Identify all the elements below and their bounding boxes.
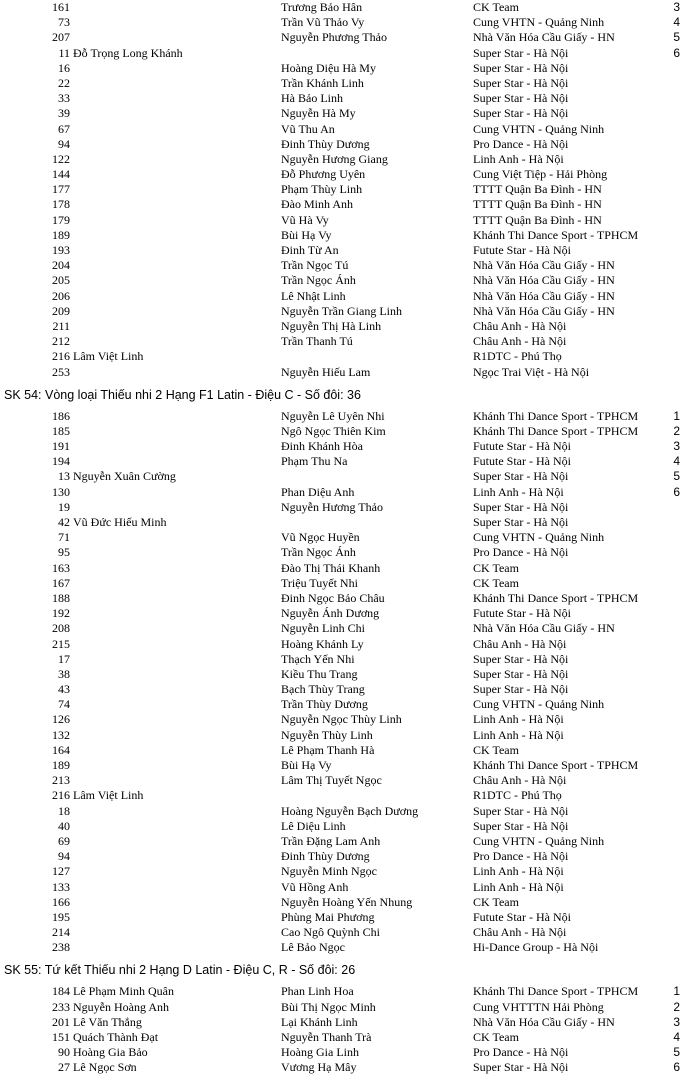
female-dancer-name: Trần Khánh Linh — [281, 75, 364, 90]
female-dancer-name: Phan Linh Hoa — [281, 984, 354, 999]
female-dancer-name: Kiều Thu Trang — [281, 666, 358, 681]
result-row — [0, 834, 700, 849]
result-row — [0, 637, 700, 652]
result-row — [0, 758, 700, 773]
competitor-number: 151 — [52, 1030, 70, 1044]
result-row — [0, 61, 700, 76]
competitor-number: 167 — [52, 575, 70, 590]
competitor-number: 94 — [58, 136, 70, 151]
result-row — [0, 319, 700, 334]
placement: 1 — [673, 408, 680, 423]
result-row — [0, 424, 700, 439]
club-name: Super Star - Hà Nội — [473, 666, 569, 681]
female-dancer-name: Nguyễn Lê Uyên Nhi — [281, 408, 385, 423]
female-dancer-name: Hoàng Khánh Ly — [281, 636, 364, 651]
competitor-number: 185 — [52, 423, 70, 438]
placement: 5 — [673, 30, 680, 45]
club-name: CK Team — [473, 560, 519, 575]
competitor-number: 40 — [58, 818, 70, 833]
competitor-number: 253 — [52, 364, 70, 379]
result-row — [0, 515, 700, 530]
club-name: Cung VHTN - Quảng Ninh — [473, 121, 605, 136]
female-dancer-name: Nguyễn Phương Thảo — [281, 30, 387, 45]
club-name: Khánh Thi Dance Sport - TPHCM — [473, 984, 639, 999]
result-row — [0, 30, 700, 45]
placement: 4 — [673, 454, 680, 469]
competitor-number: 13 — [58, 469, 70, 484]
placement: 3 — [673, 1014, 680, 1029]
result-row — [0, 545, 700, 560]
club-name: Super Star - Hà Nội — [473, 515, 569, 529]
competitor-number: 95 — [58, 545, 70, 560]
female-dancer-name: Bùi Hạ Vy — [281, 758, 332, 772]
female-dancer-name: Nguyễn Trần Giang Linh — [281, 303, 402, 318]
male-dancer-name: Vũ Đức Hiếu Minh — [73, 515, 167, 529]
placement: 5 — [673, 469, 680, 484]
club-name: Super Star - Hà Nội — [473, 651, 569, 666]
club-name: TTTT Quận Ba Đình - HN — [473, 197, 602, 212]
result-row — [0, 864, 700, 879]
competitor-number: 212 — [52, 334, 70, 349]
club-name: CK Team — [473, 894, 519, 909]
result-row — [0, 469, 700, 484]
competitor-number: 11 — [58, 45, 70, 60]
club-name: Khánh Thi Dance Sport - TPHCM — [473, 227, 639, 242]
competitor-number: 94 — [58, 849, 70, 864]
competitor-number: 132 — [52, 727, 70, 742]
result-row — [0, 304, 700, 319]
club-name: CK Team — [473, 575, 519, 590]
female-dancer-name: Vũ Hà Vy — [281, 212, 329, 227]
results-list-sk55 — [0, 984, 700, 1075]
competitor-number: 194 — [52, 454, 70, 469]
result-row — [0, 439, 700, 454]
result-row — [0, 576, 700, 591]
competitor-number: 238 — [52, 940, 70, 955]
result-row — [0, 485, 700, 500]
competitor-number: 19 — [58, 499, 70, 514]
club-name: TTTT Quận Ba Đình - HN — [473, 212, 602, 227]
female-dancer-name: Nguyễn Thùy Linh — [281, 727, 373, 742]
result-row — [0, 15, 700, 30]
female-dancer-name: Triệu Tuyết Nhi — [281, 575, 358, 590]
club-name: Super Star - Hà Nội — [473, 75, 569, 90]
male-dancer-name: Nguyễn Xuân Cường — [73, 469, 176, 484]
club-name: Pro Dance - Hà Nội — [473, 849, 569, 864]
result-row — [0, 984, 700, 999]
club-name: Futute Star - Hà Nội — [473, 606, 571, 621]
female-dancer-name: Trần Đặng Lam Anh — [281, 833, 381, 848]
female-dancer-name: Nguyễn Hương Thảo — [281, 499, 383, 514]
club-name: Châu Anh - Hà Nội — [473, 318, 567, 333]
competitor-number: 43 — [58, 682, 70, 697]
result-row — [0, 228, 700, 243]
competitor-number: 71 — [58, 530, 70, 545]
placement: 5 — [673, 1045, 680, 1060]
female-dancer-name: Nguyễn Hiếu Lam — [281, 364, 371, 379]
result-row — [0, 712, 700, 727]
placement: 4 — [673, 1030, 680, 1044]
female-dancer-name: Trần Thùy Dương — [281, 697, 368, 712]
result-row — [0, 182, 700, 197]
result-row — [0, 895, 700, 910]
female-dancer-name: Lê Diệu Linh — [281, 818, 346, 833]
result-row — [0, 743, 700, 758]
club-name: Châu Anh - Hà Nội — [473, 925, 567, 940]
club-name: Nhà Văn Hóa Cầu Giấy - HN — [473, 288, 615, 303]
female-dancer-name: Đinh Ngọc Bảo Châu — [281, 590, 385, 605]
club-name: TTTT Quận Ba Đình - HN — [473, 182, 602, 197]
male-dancer-name: Lê Văn Thắng — [73, 1014, 142, 1029]
male-dancer-name: Lâm Việt Linh — [73, 788, 144, 803]
club-name: Khánh Thi Dance Sport - TPHCM — [473, 423, 639, 438]
competitor-number: 215 — [52, 636, 70, 651]
result-row — [0, 152, 700, 167]
result-row — [0, 243, 700, 258]
club-name: Khánh Thi Dance Sport - TPHCM — [473, 758, 639, 772]
female-dancer-name: Nguyễn Hương Giang — [281, 151, 388, 166]
competitor-number: 74 — [58, 697, 70, 712]
female-dancer-name: Đinh Từ An — [281, 243, 339, 257]
female-dancer-name: Lại Khánh Linh — [281, 1014, 358, 1029]
result-row — [0, 591, 700, 606]
female-dancer-name: Bùi Thị Ngọc Minh — [281, 999, 376, 1014]
female-dancer-name: Phùng Mai Phương — [281, 909, 375, 924]
results-list-continued — [0, 0, 700, 380]
club-name: Nhà Văn Hóa Cầu Giấy - HN — [473, 273, 615, 288]
female-dancer-name: Hà Bảo Linh — [281, 91, 343, 106]
club-name: Futute Star - Hà Nội — [473, 439, 571, 454]
placement: 6 — [673, 484, 680, 499]
female-dancer-name: Đinh Thùy Dương — [281, 849, 370, 864]
result-row — [0, 365, 700, 380]
female-dancer-name: Đào Thị Thái Khanh — [281, 560, 381, 575]
competitor-number: 17 — [58, 651, 70, 666]
club-name: Nhà Văn Hóa Cầu Giấy - HN — [473, 30, 615, 45]
male-dancer-name: Hoàng Gia Bảo — [73, 1045, 148, 1060]
competitor-number: 216 — [52, 349, 70, 364]
club-name: R1DTC - Phú Thọ — [473, 788, 562, 803]
female-dancer-name: Trần Thanh Tú — [281, 334, 353, 349]
female-dancer-name: Hoàng Diệu Hà My — [281, 60, 376, 75]
competitor-number: 67 — [58, 121, 70, 136]
result-row — [0, 91, 700, 106]
result-row — [0, 197, 700, 212]
competitor-number: 192 — [52, 606, 70, 621]
result-row — [0, 46, 700, 61]
result-row — [0, 804, 700, 819]
club-name: Châu Anh - Hà Nội — [473, 334, 567, 349]
result-row — [0, 606, 700, 621]
competitor-number: 186 — [52, 408, 70, 423]
male-dancer-name: Lâm Việt Linh — [73, 349, 144, 364]
club-name: Khánh Thi Dance Sport - TPHCM — [473, 590, 639, 605]
competitor-number: 195 — [52, 909, 70, 924]
club-name: Nhà Văn Hóa Cầu Giấy - HN — [473, 1014, 615, 1029]
club-name: Cung VHTN - Quảng Ninh — [473, 15, 605, 30]
placement: 6 — [673, 45, 680, 60]
competitor-number: 161 — [52, 0, 70, 14]
female-dancer-name: Lê Nhật Linh — [281, 288, 346, 303]
result-row — [0, 940, 700, 955]
female-dancer-name: Cao Ngô Quỳnh Chi — [281, 925, 380, 940]
result-row — [0, 925, 700, 940]
female-dancer-name: Lâm Thị Tuyết Ngọc — [281, 773, 382, 788]
result-row — [0, 728, 700, 743]
club-name: Futute Star - Hà Nội — [473, 454, 571, 469]
club-name: CK Team — [473, 742, 519, 757]
female-dancer-name: Vũ Hồng Anh — [281, 879, 349, 894]
competitor-number: 209 — [52, 303, 70, 318]
female-dancer-name: Nguyễn Ánh Dương — [281, 606, 380, 621]
competitor-number: 18 — [58, 803, 70, 818]
placement: 6 — [673, 1060, 680, 1075]
competitor-number: 216 — [52, 788, 70, 803]
club-name: Châu Anh - Hà Nội — [473, 773, 567, 788]
competitor-number: 130 — [52, 484, 70, 499]
result-row — [0, 334, 700, 349]
competitor-number: 39 — [58, 106, 70, 121]
club-name: Linh Anh - Hà Nội — [473, 712, 564, 727]
female-dancer-name: Phạm Thùy Linh — [281, 182, 363, 197]
male-dancer-name: Quách Thành Đạt — [73, 1030, 159, 1044]
club-name: Linh Anh - Hà Nội — [473, 484, 564, 499]
result-row — [0, 667, 700, 682]
female-dancer-name: Trương Bảo Hân — [281, 0, 363, 14]
placement: 3 — [673, 439, 680, 454]
female-dancer-name: Phạm Thu Na — [281, 454, 348, 469]
female-dancer-name: Nguyễn Minh Ngọc — [281, 864, 377, 879]
competitor-number: 73 — [58, 15, 70, 30]
female-dancer-name: Ngô Ngọc Thiên Kim — [281, 423, 386, 438]
male-dancer-name: Nguyễn Hoàng Anh — [73, 999, 169, 1014]
male-dancer-name: Lê Phạm Minh Quân — [73, 984, 174, 999]
female-dancer-name: Nguyễn Ngọc Thùy Linh — [281, 712, 402, 727]
club-name: Cung VHTN - Quảng Ninh — [473, 697, 605, 712]
female-dancer-name: Trần Ngọc Ánh — [281, 545, 356, 560]
club-name: Cung VHTN - Quảng Ninh — [473, 530, 605, 545]
competitor-number: 164 — [52, 742, 70, 757]
club-name: Futute Star - Hà Nội — [473, 909, 571, 924]
placement: 3 — [673, 0, 680, 14]
club-name: Nhà Văn Hóa Cầu Giấy - HN — [473, 303, 615, 318]
club-name: Super Star - Hà Nội — [473, 818, 569, 833]
female-dancer-name: Nguyễn Thị Hà Linh — [281, 318, 382, 333]
competitor-number: 16 — [58, 60, 70, 75]
female-dancer-name: Phan Diệu Anh — [281, 484, 355, 499]
club-name: Pro Dance - Hà Nội — [473, 1045, 569, 1060]
placement: 4 — [673, 15, 680, 30]
competitor-number: 189 — [52, 758, 70, 772]
female-dancer-name: Vương Hạ Mây — [281, 1060, 357, 1075]
club-name: Super Star - Hà Nội — [473, 803, 569, 818]
result-row — [0, 76, 700, 91]
result-row — [0, 880, 700, 895]
result-row — [0, 122, 700, 137]
club-name: Super Star - Hà Nội — [473, 469, 569, 484]
club-name: Super Star - Hà Nội — [473, 45, 569, 60]
competitor-number: 184 — [52, 984, 70, 999]
result-row — [0, 258, 700, 273]
competitor-number: 206 — [52, 288, 70, 303]
club-name: Linh Anh - Hà Nội — [473, 151, 564, 166]
club-name: Nhà Văn Hóa Cầu Giấy - HN — [473, 258, 615, 273]
competitor-number: 178 — [52, 197, 70, 212]
female-dancer-name: Hoàng Gia Linh — [281, 1045, 359, 1060]
competitor-number: 90 — [58, 1045, 70, 1060]
competitor-number: 122 — [52, 151, 70, 166]
competitor-number: 193 — [52, 243, 70, 257]
result-row — [0, 819, 700, 834]
result-row — [0, 167, 700, 182]
competitor-number: 163 — [52, 560, 70, 575]
result-row — [0, 910, 700, 925]
club-name: Super Star - Hà Nội — [473, 60, 569, 75]
placement: 1 — [673, 984, 680, 999]
club-name: Pro Dance - Hà Nội — [473, 136, 569, 151]
competitor-number: 127 — [52, 864, 70, 879]
female-dancer-name: Lê Bảo Ngọc — [281, 940, 345, 955]
result-row — [0, 1045, 700, 1060]
result-row — [0, 1030, 700, 1045]
club-name: Linh Anh - Hà Nội — [473, 864, 564, 879]
result-row — [0, 500, 700, 515]
club-name: Linh Anh - Hà Nội — [473, 727, 564, 742]
competitor-number: 214 — [52, 925, 70, 940]
female-dancer-name: Nguyễn Thanh Trà — [281, 1030, 372, 1044]
competitor-number: 33 — [58, 91, 70, 106]
club-name: Super Star - Hà Nội — [473, 499, 569, 514]
result-row — [0, 530, 700, 545]
result-row — [0, 349, 700, 364]
placement: 2 — [673, 423, 680, 438]
club-name: Super Star - Hà Nội — [473, 91, 569, 106]
result-row — [0, 409, 700, 424]
competitor-number: 69 — [58, 833, 70, 848]
club-name: Super Star - Hà Nội — [473, 1060, 569, 1075]
female-dancer-name: Đào Minh Anh — [281, 197, 353, 212]
result-row — [0, 213, 700, 228]
club-name: R1DTC - Phú Thọ — [473, 349, 562, 364]
result-row — [0, 0, 700, 15]
female-dancer-name: Trần Ngọc Tú — [281, 258, 349, 273]
club-name: CK Team — [473, 1030, 519, 1044]
female-dancer-name: Trần Vũ Thảo Vy — [281, 15, 365, 30]
competitor-number: 133 — [52, 879, 70, 894]
competitor-number: 42 — [58, 515, 70, 529]
results-list-sk54 — [0, 409, 700, 956]
result-row — [0, 289, 700, 304]
result-row — [0, 1015, 700, 1030]
result-row — [0, 137, 700, 152]
competitor-number: 166 — [52, 894, 70, 909]
female-dancer-name: Trần Ngọc Ánh — [281, 273, 356, 288]
club-name: Châu Anh - Hà Nội — [473, 636, 567, 651]
competitor-number: 191 — [52, 439, 70, 454]
competitor-number: 205 — [52, 273, 70, 288]
club-name: Ngọc Trai Việt - Hà Nội — [473, 364, 590, 379]
club-name: Futute Star - Hà Nội — [473, 243, 571, 257]
competitor-number: 213 — [52, 773, 70, 788]
competitor-number: 126 — [52, 712, 70, 727]
club-name: Super Star - Hà Nội — [473, 106, 569, 121]
event-heading-sk54: SK 54: Vòng loại Thiếu nhi 2 Hạng F1 Latin - Điệu C - Số đôi: 36 — [4, 387, 361, 402]
female-dancer-name: Đinh Thùy Dương — [281, 136, 370, 151]
result-row — [0, 1000, 700, 1015]
competitor-number: 22 — [58, 75, 70, 90]
competitor-number: 233 — [52, 999, 70, 1014]
female-dancer-name: Bạch Thùy Trang — [281, 682, 365, 697]
female-dancer-name: Vũ Thu An — [281, 121, 335, 136]
club-name: Nhà Văn Hóa Cầu Giấy - HN — [473, 621, 615, 636]
club-name: Cung VHTN - Quảng Ninh — [473, 833, 605, 848]
result-row — [0, 788, 700, 803]
result-row — [0, 561, 700, 576]
competitor-number: 211 — [52, 318, 70, 333]
competitor-number: 27 — [58, 1060, 70, 1075]
result-row — [0, 652, 700, 667]
competitor-number: 177 — [52, 182, 70, 197]
result-row — [0, 849, 700, 864]
female-dancer-name: Nguyễn Hoàng Yến Nhung — [281, 894, 413, 909]
competitor-number: 144 — [52, 167, 70, 182]
club-name: Cung VHTTTN Hải Phòng — [473, 999, 604, 1014]
result-row — [0, 773, 700, 788]
female-dancer-name: Hoàng Nguyễn Bạch Dương — [281, 803, 419, 818]
event-heading-sk55: SK 55: Tứ kết Thiếu nhi 2 Hạng D Latin - Điệu C, R - Số đôi: 26 — [4, 963, 356, 978]
club-name: Cung Việt Tiệp - Hải Phòng — [473, 167, 608, 182]
club-name: Linh Anh - Hà Nội — [473, 879, 564, 894]
female-dancer-name: Thạch Yến Nhi — [281, 651, 355, 666]
female-dancer-name: Lê Phạm Thanh Hà — [281, 742, 375, 757]
female-dancer-name: Nguyễn Hà My — [281, 106, 356, 121]
female-dancer-name: Đỗ Phương Uyên — [281, 167, 366, 182]
competitor-number: 179 — [52, 212, 70, 227]
result-row — [0, 106, 700, 121]
result-row — [0, 621, 700, 636]
female-dancer-name: Nguyễn Linh Chi — [281, 621, 365, 636]
result-row — [0, 1060, 700, 1075]
female-dancer-name: Đinh Khánh Hòa — [281, 439, 363, 454]
competitor-number: 208 — [52, 621, 70, 636]
competitor-number: 207 — [52, 30, 70, 45]
female-dancer-name: Bùi Hạ Vy — [281, 227, 332, 242]
result-row — [0, 682, 700, 697]
competitor-number: 189 — [52, 227, 70, 242]
competitor-number: 38 — [58, 666, 70, 681]
club-name: Khánh Thi Dance Sport - TPHCM — [473, 408, 639, 423]
female-dancer-name: Vũ Ngọc Huyền — [281, 530, 360, 545]
club-name: Hi-Dance Group - Hà Nội — [473, 940, 599, 955]
result-row — [0, 697, 700, 712]
club-name: CK Team — [473, 0, 519, 14]
competitor-number: 188 — [52, 590, 70, 605]
club-name: Pro Dance - Hà Nội — [473, 545, 569, 560]
male-dancer-name: Lê Ngọc Sơn — [73, 1060, 137, 1075]
competitor-number: 201 — [52, 1014, 70, 1029]
competitor-number: 204 — [52, 258, 70, 273]
result-row — [0, 454, 700, 469]
placement: 2 — [673, 999, 680, 1014]
result-row — [0, 273, 700, 288]
male-dancer-name: Đỗ Trọng Long Khánh — [73, 45, 183, 60]
club-name: Super Star - Hà Nội — [473, 682, 569, 697]
